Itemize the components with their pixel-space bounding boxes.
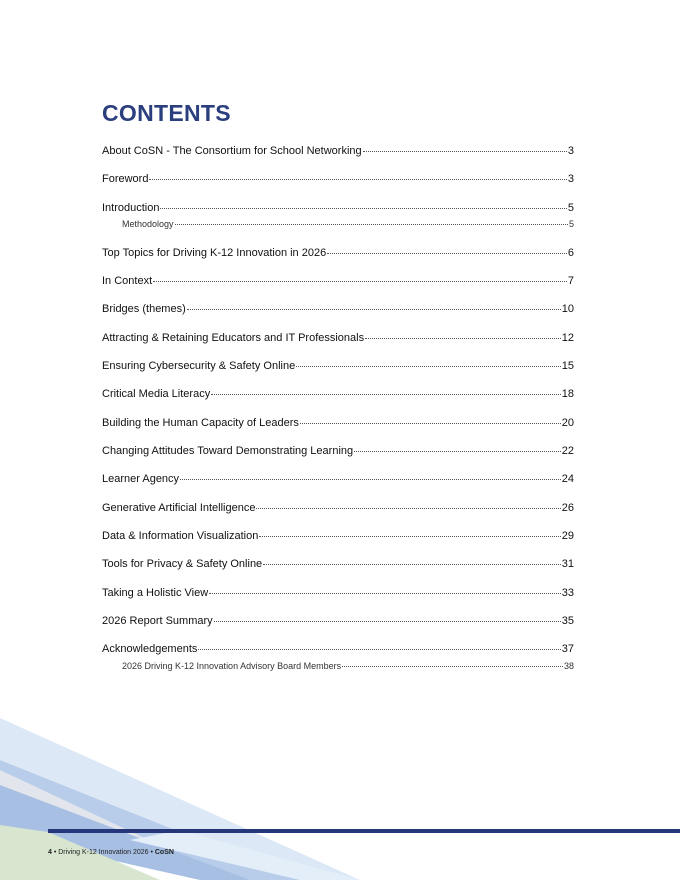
toc-entry-page: 37 (561, 643, 574, 655)
toc-entry-page: 35 (561, 615, 574, 627)
toc-entry-page: 6 (567, 247, 574, 259)
toc-entry-page: 10 (561, 303, 574, 315)
toc-leader-dots (296, 366, 561, 367)
toc-leader-dots (180, 479, 561, 480)
toc-leader-dots (256, 508, 560, 509)
toc-entry-label: Foreword (102, 173, 149, 185)
toc-leader-dots (149, 179, 566, 180)
toc-entry-label: Ensuring Cybersecurity & Safety Online (102, 360, 296, 372)
toc-entry-page: 7 (567, 275, 574, 287)
toc-entry[interactable] (102, 643, 574, 655)
toc-entry-label: Generative Artificial Intelligence (102, 502, 256, 514)
toc-entry-label: Learner Agency (102, 473, 180, 485)
toc-leader-dots (263, 564, 561, 565)
toc-entry[interactable] (102, 247, 574, 259)
toc-entry[interactable] (102, 530, 574, 542)
toc-entry[interactable] (102, 145, 574, 157)
toc-entry-label: Building the Human Capacity of Leaders (102, 417, 299, 429)
toc-leader-dots (327, 253, 567, 254)
toc-entry[interactable] (102, 303, 574, 315)
toc-entry-label: Introduction (102, 202, 160, 214)
toc-entry-label: Methodology (122, 219, 174, 229)
toc-entry-label: Bridges (themes) (102, 303, 186, 315)
toc-entry-label: Acknowledgements (102, 643, 198, 655)
toc-entry[interactable] (102, 388, 574, 400)
toc-leader-dots (209, 593, 561, 594)
toc-leader-dots (363, 151, 567, 152)
footer-brand: CoSN (154, 849, 174, 856)
toc-leader-dots (354, 451, 561, 452)
toc-leader-dots (214, 621, 561, 622)
toc-entry-label: Tools for Privacy & Safety Online (102, 558, 263, 570)
toc-leader-dots (365, 338, 561, 339)
toc-entry[interactable] (102, 445, 574, 457)
toc-leader-dots (175, 224, 568, 225)
toc-entry-page: 20 (561, 417, 574, 429)
toc-entry-page: 5 (568, 219, 574, 229)
toc-leader-dots (259, 536, 560, 537)
toc-leader-dots (153, 281, 567, 282)
toc-entry[interactable] (102, 473, 574, 485)
toc-entry[interactable] (102, 558, 574, 570)
footer-separator-2: • (148, 849, 155, 856)
toc-entry-label: Changing Attitudes Toward Demonstrating Learning (102, 445, 354, 457)
toc-entry[interactable] (102, 202, 574, 214)
toc-leader-dots (160, 208, 566, 209)
toc-entry-label: Attracting & Retaining Educators and IT Professionals (102, 332, 365, 344)
toc-entry-label: About CoSN - The Consortium for School Networking (102, 145, 362, 157)
toc-entry-label: Critical Media Literacy (102, 388, 211, 400)
toc-entry-page: 3 (567, 145, 574, 157)
toc-entry[interactable] (102, 417, 574, 429)
toc-leader-dots (211, 394, 561, 395)
toc-entry-label: In Context (102, 275, 153, 287)
footer-rule (48, 829, 680, 833)
toc-subentry[interactable] (122, 219, 574, 229)
toc-entry-page: 18 (561, 388, 574, 400)
toc-entry[interactable] (102, 275, 574, 287)
toc-entry[interactable] (102, 360, 574, 372)
toc-entry-label: Taking a Holistic View (102, 587, 209, 599)
toc-entry[interactable] (102, 173, 574, 185)
toc-entry-page: 12 (561, 332, 574, 344)
toc-leader-dots (198, 649, 560, 650)
toc-entry-page: 3 (567, 173, 574, 185)
toc-entry-page: 33 (561, 587, 574, 599)
contents-heading: CONTENTS (102, 100, 231, 126)
toc-entry-page: 5 (567, 202, 574, 214)
toc-entry-page: 29 (561, 530, 574, 542)
toc-entry[interactable] (102, 502, 574, 514)
toc-entry-page: 22 (561, 445, 574, 457)
footer-page-number: 4 (48, 849, 52, 856)
toc-leader-dots (342, 666, 563, 667)
toc-entry-label: 2026 Report Summary (102, 615, 213, 627)
toc-entry[interactable] (102, 332, 574, 344)
toc-entry-page: 15 (561, 360, 574, 372)
toc-entry-page: 31 (561, 558, 574, 570)
toc-leader-dots (300, 423, 561, 424)
toc-entry[interactable] (102, 587, 574, 599)
toc-subentry[interactable] (122, 661, 574, 671)
toc-entry-page: 26 (561, 502, 574, 514)
toc-entry-label: Data & Information Visualization (102, 530, 259, 542)
footer-separator: • (51, 849, 59, 856)
toc-entry-label: Top Topics for Driving K-12 Innovation in 2026 (102, 247, 327, 259)
toc-entry-page: 24 (561, 473, 574, 485)
toc-leader-dots (187, 309, 561, 310)
page-footer (48, 849, 174, 856)
toc-entry-label: 2026 Driving K-12 Innovation Advisory Board Members (122, 661, 342, 671)
toc-entry[interactable] (102, 615, 574, 627)
footer-title: Driving K-12 Innovation 2026 (58, 849, 149, 856)
toc-entry-page: 38 (563, 661, 574, 671)
